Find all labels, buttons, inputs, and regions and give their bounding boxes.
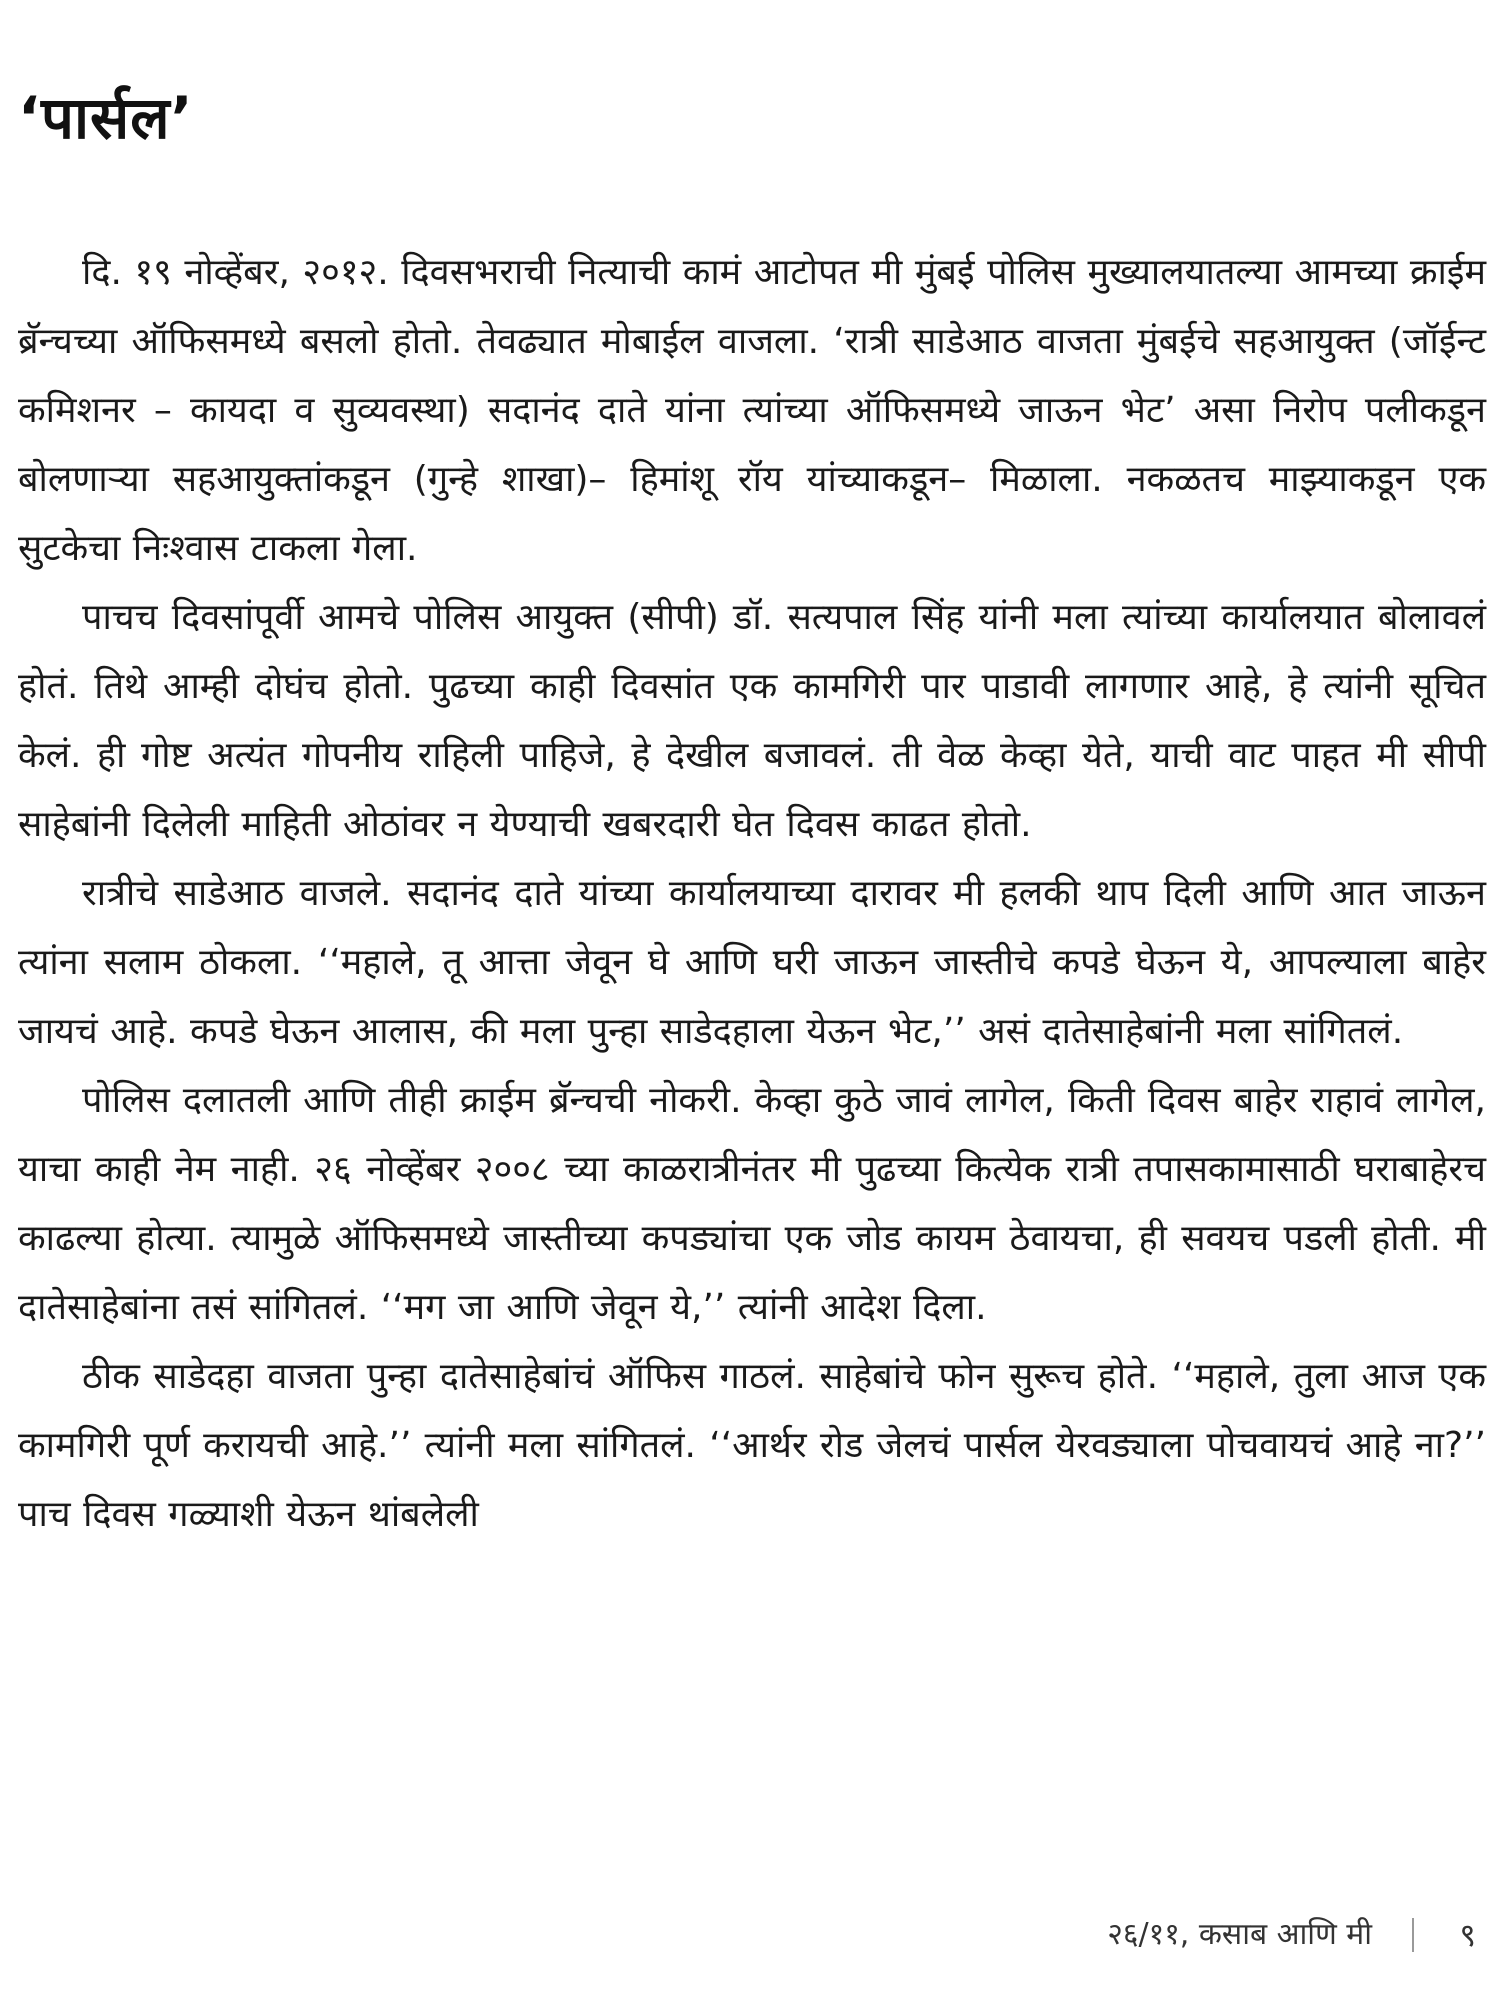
paragraph-2: पाचच दिवसांपूर्वी आमचे पोलिस आयुक्त (सीपी) डॉ. सत्यपाल सिंह यांनी मला त्यांच्या कार्यालयात बोलावलं होतं. तिथे आम्ही दोघंच होतो. पुढच्या काही दिवसांत एक कामगिरी पार पाडावी लागणार आहे, हे त्यांनी सूचित केलं. ही गोष्ट अत्यंत गोपनीय राहिली पाहिजे, हे देखील बजावलं. ती वेळ केव्हा येते, याची वाट पाहत मी सीपी साहेबांनी दिलेली माहिती ओठांवर न येण्याची खबरदारी घेत दिवस काढत होतो. bbox=[18, 597, 1486, 845]
paragraph-3: रात्रीचे साडेआठ वाजले. सदानंद दाते यांच्या कार्यालयाच्या दारावर मी हलकी थाप दिली आणि आत जाऊन त्यांना सलाम ठोकला. ‘‘महाले, तू आत्ता जेवून घे आणि घरी जाऊन जास्तीचे कपडे घेऊन ये, आपल्याला बाहेर जायचं आहे. कपडे घेऊन आलास, की मला पुन्हा साडेदहाला येऊन भेट,’’ असं दातेसाहेबांनी मला सांगितलं. bbox=[18, 873, 1486, 1052]
page-footer bbox=[1107, 1915, 1476, 1955]
paragraph-4: पोलिस दलातली आणि तीही क्राईम ब्रॅन्चची नोकरी. केव्हा कुठे जावं लागेल, किती दिवस बाहेर राहावं लागेल, याचा काही नेम नाही. २६ नोव्हेंबर २००८ च्या काळरात्रीनंतर मी पुढच्या कित्येक रात्री तपासकामासाठी घराबाहेरच काढल्या होत्या. त्यामुळे ऑफिसमध्ये जास्तीच्या कपड्यांचा एक जोड कायम ठेवायचा, ही सवयच पडली होती. मी दातेसाहेबांना तसं सांगितलं. ‘‘मग जा आणि जेवून ये,’’ त्यांनी आदेश दिला. bbox=[18, 1080, 1486, 1328]
footer-divider bbox=[1412, 1918, 1414, 1952]
chapter-body bbox=[18, 238, 1486, 1549]
paragraph-5: ठीक साडेदहा वाजता पुन्हा दातेसाहेबांचं ऑफिस गाठलं. साहेबांचे फोन सुरूच होते. ‘‘महाले, तुला आज एक कामगिरी पूर्ण करायची आहे.’’ त्यांनी मला सांगितलं. ‘‘आर्थर रोड जेलचं पार्सल येरवड्याला पोचवायचं आहे ना?’’ पाच दिवस गळ्याशी येऊन थांबलेली bbox=[18, 1356, 1486, 1535]
page-number: ९ bbox=[1459, 1916, 1476, 1954]
running-book-title: २६/११, कसाब आणि मी bbox=[1107, 1917, 1372, 1952]
paragraph-1: दि. १९ नोव्हेंबर, २०१२. दिवसभराची नित्याची कामं आटोपत मी मुंबई पोलिस मुख्यालयातल्या आमच्या क्राईम ब्रॅन्चच्या ऑफिसमध्ये बसलो होतो. तेवढ्यात मोबाईल वाजला. ‘रात्री साडेआठ वाजता मुंबईचे सहआयुक्त (जॉईन्ट कमिशनर – कायदा व सुव्यवस्था) सदानंद दाते यांना त्यांच्या ऑफिसमध्ये जाऊन भेट’ असा निरोप पलीकडून बोलणाऱ्या सहआयुक्तांकडून (गुन्हे शाखा)– हिमांशू रॉय यांच्याकडून– मिळाला. नकळतच माझ्याकडून एक सुटकेचा निःश्वास टाकला गेला. bbox=[18, 252, 1486, 569]
chapter-title: ‘पार्सल’ bbox=[18, 84, 194, 152]
